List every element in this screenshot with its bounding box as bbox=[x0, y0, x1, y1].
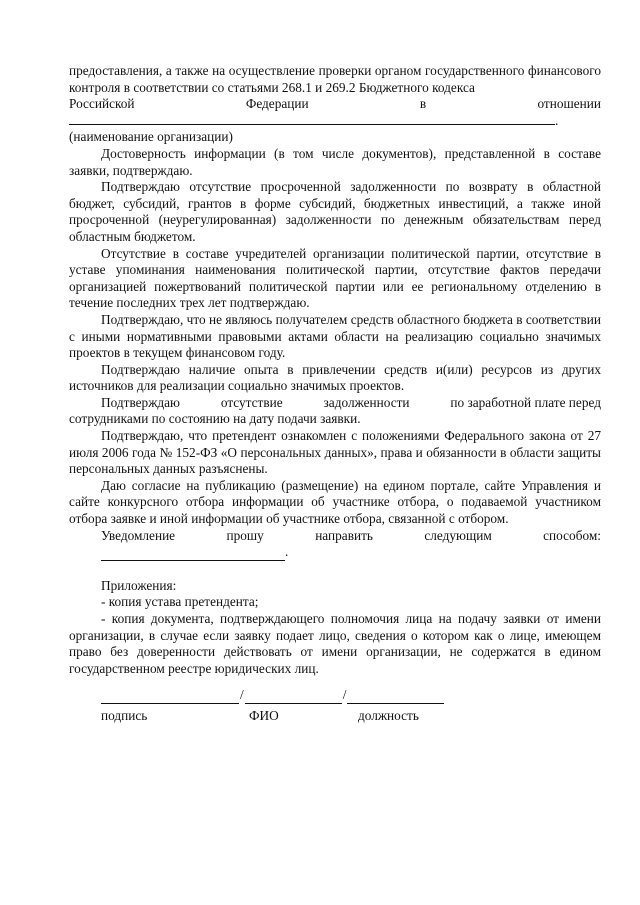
word: следующим bbox=[424, 527, 492, 543]
notification-method-underline bbox=[101, 548, 285, 561]
word: по заработной плате перед bbox=[450, 394, 601, 410]
full-name-label: ФИО bbox=[249, 708, 279, 723]
word: прошу bbox=[226, 527, 264, 543]
paragraph-experience: Подтверждаю наличие опыта в привлечении средств и(или) ресурсов из других источников для реализации социально значимых проектов. bbox=[69, 361, 601, 394]
word: в bbox=[419, 96, 427, 112]
word: Подтверждаю bbox=[101, 394, 180, 410]
organization-name-field bbox=[69, 113, 601, 130]
attachment-item-charter: - копия устава претендента; bbox=[101, 594, 259, 610]
word: Федерации bbox=[245, 96, 309, 112]
paragraph-no-salary-debt-last-line: сотрудниками по состоянию на дату подачи заявки. bbox=[69, 411, 361, 427]
word: способом: bbox=[543, 527, 601, 543]
signature-labels bbox=[101, 708, 461, 728]
word: задолженности bbox=[323, 394, 410, 410]
notification-method-field bbox=[69, 544, 601, 561]
field-terminator: . bbox=[555, 112, 559, 128]
full-name-underline bbox=[245, 689, 342, 704]
position-label: должность bbox=[358, 708, 419, 723]
word: отсутствие bbox=[220, 394, 283, 410]
document-body bbox=[69, 63, 601, 677]
paragraph-personal-data: Подтверждаю, что претендент ознакомлен с положениями Федерального закона от 27 июля 2006 года № 152-ФЗ «О персональных данных», права и обязанности в области защиты персональных данных разъяснены. bbox=[69, 428, 601, 477]
word: Уведомление bbox=[101, 527, 176, 543]
signature-lines bbox=[101, 688, 461, 704]
paragraph-consent-check: предоставления, а также на осуществление проверки органом государственного финансового контроля в соответствии со статьями 268.1 и 269.2 Бюджетного кодекса bbox=[69, 63, 601, 95]
word: направить bbox=[315, 527, 373, 543]
signature-underline bbox=[101, 689, 239, 704]
paragraph-no-political-party: Отсутствие в составе учредителей организации политической партии, отсутствие в уставе упоминания наименования политической партии, отсутствие фактов передачи организацией пожертвований политической партии или ее региональному отделению в течение последних трех лет подтверждаю. bbox=[69, 245, 601, 311]
attachment-item-authority-document: - копия документа, подтверждающего полномочия лица на подачу заявки от имени организации, в случае если заявку подает лицо, сведения о котором как о лице, имеющем право без доверенности действовать от имени организации, не содержатся в едином государственном реестре юридических лиц. bbox=[69, 611, 601, 676]
separator-slash: / bbox=[342, 687, 347, 703]
signature-label: подпись bbox=[101, 708, 148, 723]
position-underline bbox=[347, 689, 444, 704]
separator-slash: / bbox=[240, 687, 244, 703]
word: отношении bbox=[537, 96, 601, 112]
organization-name-caption: (наименование организации) bbox=[69, 129, 233, 145]
paragraph-no-salary-debt-first-line bbox=[69, 395, 601, 412]
signature-block bbox=[101, 688, 461, 728]
word: Российской bbox=[69, 96, 135, 112]
notification-method-line bbox=[69, 528, 601, 545]
paragraph-not-recipient: Подтверждаю, что не являюсь получателем средств областного бюджета в соответствии с иными нормативными правовыми актами области на реализацию социально значимых проектов в текущем финансовом году. bbox=[69, 311, 601, 361]
organization-name-underline bbox=[69, 115, 555, 125]
field-terminator: . bbox=[285, 544, 289, 560]
attachments-title: Приложения: bbox=[101, 577, 177, 593]
paragraph-consent-check-last-line bbox=[69, 96, 601, 113]
paragraph-publication-consent: Даю согласие на публикацию (размещение) на едином портале, сайте Управления и сайте конкурсного отбора информации об участнике отбора, о подаваемой участником отбора заявке и иной информации об участнике отбора, связанной с отбором. bbox=[69, 477, 601, 527]
paragraph-reliability: Достоверность информации (в том числе документов), представленной в составе заявки, подтверждаю. bbox=[69, 145, 601, 178]
paragraph-no-overdue-debt: Подтверждаю отсутствие просроченной задолженности по возврату в областной бюджет, субсидий, грантов в форме субсидий, бюджетных инвестиций, а также иной просроченной (неурегулированная) задолженности по денежным обязательствам перед областным бюджетом. bbox=[69, 179, 601, 244]
